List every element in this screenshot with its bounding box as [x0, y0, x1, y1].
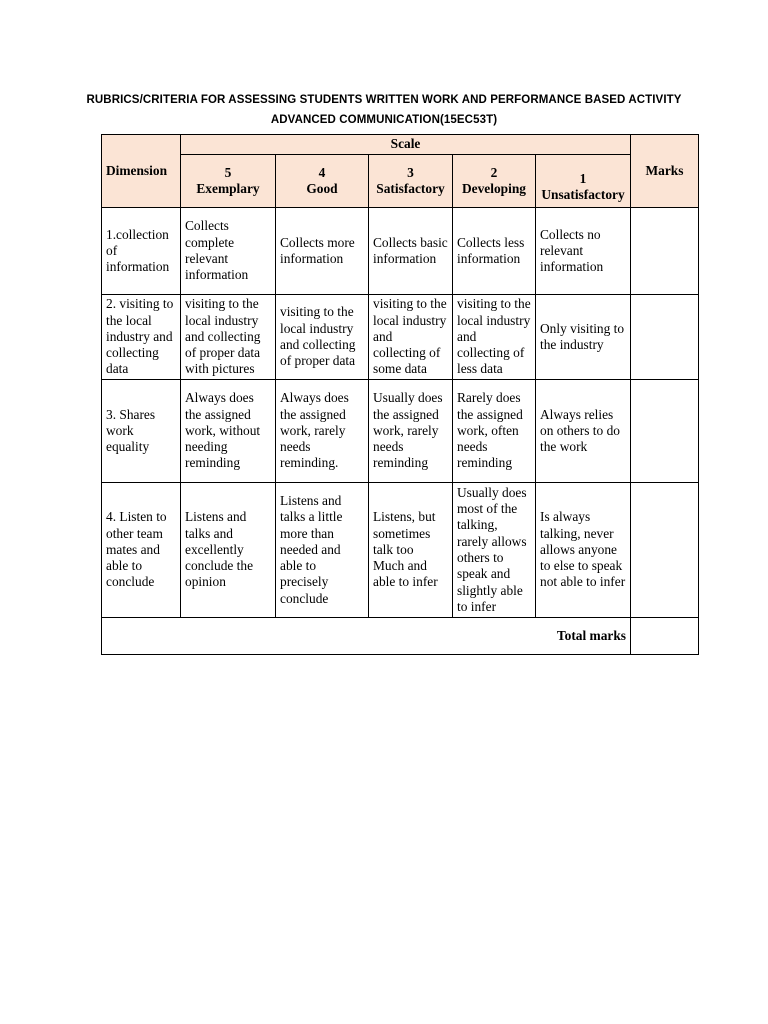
total-marks-label: Total marks [102, 618, 631, 655]
rubric-cell: Always does the assigned work, rarely needs reminding. [276, 380, 369, 483]
level-header-5 [181, 155, 276, 208]
rubric-cell: Usually does the assigned work, rarely needs reminding [369, 380, 453, 483]
level-name: Developing [462, 181, 526, 196]
level-number: 3 [407, 164, 414, 180]
rubric-cell: Collects more information [276, 208, 369, 295]
rubric-cell: Only visiting to the industry [536, 295, 631, 380]
dimension-header: Dimension [102, 135, 181, 208]
level-number: 1 [579, 170, 587, 186]
table-row [102, 483, 699, 618]
rubric-cell: visiting to the local industry and collecting of proper data with pictures [181, 295, 276, 380]
document-subtitle: ADVANCED COMMUNICATION(15EC53T) [270, 114, 498, 126]
marks-cell[interactable] [631, 295, 699, 380]
marks-cell[interactable] [631, 483, 699, 618]
rubric-cell: Rarely does the assigned work, often needs reminding [453, 380, 536, 483]
rubric-cell: Listens and talks and excellently conclude the opinion [181, 483, 276, 618]
rubric-table [101, 134, 699, 655]
rubric-cell: visiting to the local industry and collecting of some data [369, 295, 453, 380]
level-number: 2 [490, 164, 498, 180]
rubric-cell: Usually does most of the talking, rarely allows others to speak and slightly able to infer [453, 483, 536, 618]
dimension-cell: 1.collection of information [102, 208, 181, 295]
marks-cell[interactable] [631, 380, 699, 483]
level-header-4 [276, 155, 369, 208]
rubric-cell: Always does the assigned work, without needing reminding [181, 380, 276, 483]
total-row [102, 618, 699, 655]
level-header-2 [453, 155, 536, 208]
level-name: Satisfactory [376, 181, 445, 196]
rubric-cell: Collects less information [453, 208, 536, 295]
level-header-3 [369, 155, 453, 208]
table-row [102, 380, 699, 483]
rubric-cell: Collects basic information [369, 208, 453, 295]
rubric-cell: Collects no relevant information [536, 208, 631, 295]
total-marks-cell[interactable] [631, 618, 699, 655]
document-title: RUBRICS/CRITERIA FOR ASSESSING STUDENTS WRITTEN WORK AND PERFORMANCE BASED ACTIVITY [86, 94, 682, 106]
marks-cell[interactable] [631, 208, 699, 295]
scale-header: Scale [181, 135, 631, 155]
dimension-cell: 3. Shares work equality [102, 380, 181, 483]
dimension-cell: 4. Listen to other team mates and able to conclude [102, 483, 181, 618]
rubric-cell: visiting to the local industry and collecting of less data [453, 295, 536, 380]
table-row [102, 295, 699, 380]
rubric-cell: Always relies on others to do the work [536, 380, 631, 483]
rubric-cell: Is always talking, never allows anyone to else to speak not able to infer [536, 483, 631, 618]
level-name: Good [306, 181, 338, 196]
level-name: Exemplary [196, 181, 260, 196]
level-number: 5 [224, 164, 232, 180]
table-row [102, 208, 699, 295]
level-number: 4 [318, 164, 326, 180]
level-header-1 [536, 155, 631, 208]
level-name: Unsatisfactory [541, 187, 625, 202]
marks-header: Marks [631, 135, 699, 208]
rubric-cell: Listens, but sometimes talk too Much and able to infer [369, 483, 453, 618]
rubric-cell: visiting to the local industry and collecting of proper data [276, 295, 369, 380]
rubric-cell: Listens and talks a little more than needed and able to precisely conclude [276, 483, 369, 618]
rubric-cell: Collects complete relevant information [181, 208, 276, 295]
dimension-cell: 2. visiting to the local industry and collecting data [102, 295, 181, 380]
